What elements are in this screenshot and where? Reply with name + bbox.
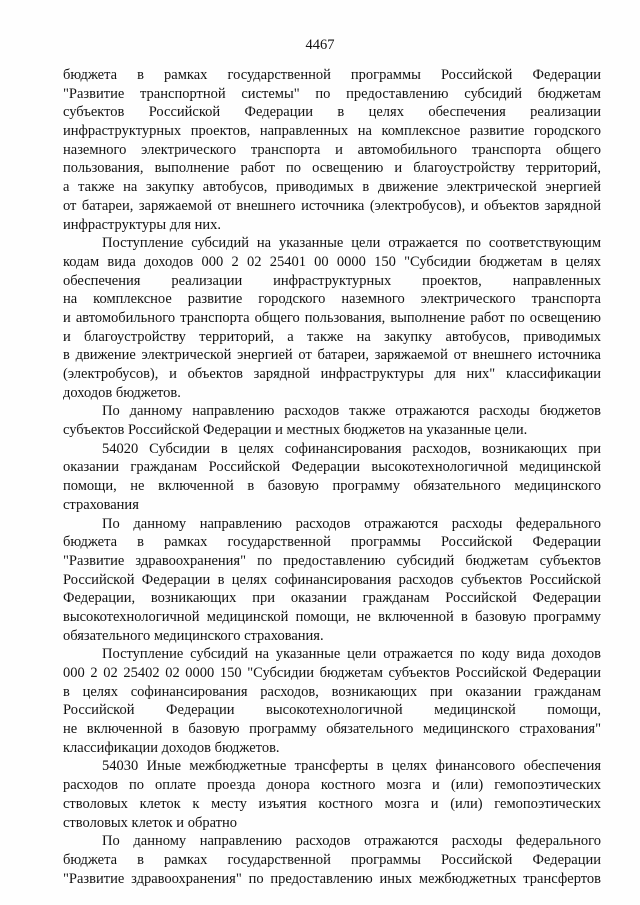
text-line: "Развитие здравоохранения" по предоставлению иных межбюджетных трансфертов <box>63 870 601 887</box>
text-line: бюджета в рамках государственной программы Российской Федерации <box>63 67 601 83</box>
text-line: По данному направлению расходов отражаются расходы федерального <box>102 833 601 850</box>
text-line: обязательного медицинского страхования. <box>63 627 324 644</box>
text-line: и благоустройству территорий, а также на закупку автобусов, приводимых <box>63 328 601 345</box>
text-line: помощи, не включенной в базовую программу обязательного медицинского <box>63 478 601 495</box>
text-line: По данному направлению расходов также отражаются расходы бюджетов <box>102 403 601 420</box>
text-line: не включенной в базовую программу обязательного медицинского страхования" <box>63 721 601 738</box>
text-line: 54030 Иные межбюджетные трансферты в целях финансового обеспечения <box>102 758 601 775</box>
text-line: По данному направлению расходов отражаются расходы федерального <box>102 515 601 532</box>
text-line: (электробусов), и объектов зарядной инфраструктуры для них" классификации <box>63 366 601 382</box>
document-body <box>63 66 601 888</box>
text-line: инфраструктурных проектов, направленных на комплексное развитие городского <box>63 123 601 140</box>
text-line: субъектов Российской Федерации и местных бюджетов на указанные цели. <box>63 422 528 439</box>
text-line: субъектов Российской Федерации в целях обеспечения реализации <box>63 104 601 121</box>
text-line: инфраструктуры для них. <box>63 216 222 233</box>
text-line: 000 2 02 25402 02 0000 150 "Субсидии бюджетам субъектов Российской Федерации <box>63 665 601 681</box>
text-line: Российской Федерации в целях софинансирования расходов субъектов Российской <box>63 571 601 588</box>
text-line: обеспечения реализации инфраструктурных проектов, направленных <box>63 272 601 289</box>
text-line: в целях софинансирования расходов, возникающих при оказании гражданам <box>63 683 601 700</box>
text-line: высокотехнологичной медицинской помощи, не включенной в базовую программу <box>63 608 601 625</box>
text-line: пользования, выполнение работ по освещению и благоустройству территорий, <box>63 160 601 177</box>
text-line: оказании гражданам Российской Федерации высокотехнологичной медицинской <box>63 459 601 476</box>
text-line: 54020 Субсидии в целях софинансирования расходов, возникающих при <box>102 440 601 457</box>
text-line: бюджета в рамках государственной программы Российской Федерации <box>63 534 601 551</box>
text-line: бюджета в рамках государственной программы Российской Федерации <box>63 851 601 868</box>
page-number: 4467 <box>305 37 335 53</box>
text-line: доходов бюджетов. <box>63 384 181 401</box>
text-line: а также на закупку автобусов, приводимых в движение электрической энергией <box>63 179 601 196</box>
text-line: от батареи, заряжаемой от внешнего источника (электробусов), и объектов зарядной <box>63 197 601 214</box>
text-line: на комплексное развитие городского наземного электрического транспорта <box>63 291 601 308</box>
text-line: кодам вида доходов 000 2 02 25401 00 0000 150 "Субсидии бюджетам в целях <box>63 253 601 270</box>
text-line: и автомобильного транспорта общего пользования, выполнение работ по освещению <box>63 309 601 326</box>
text-line: "Развитие здравоохранения" по предоставлению субсидий бюджетам субъектов <box>63 552 601 569</box>
text-line: стволовых клеток и обратно <box>63 814 237 831</box>
text-line: Поступление субсидий на указанные цели отражается по коду вида доходов <box>102 646 601 663</box>
text-line: наземного электрического транспорта и автомобильного транспорта общего <box>63 141 601 158</box>
text-line: в движение электрической энергией от батареи, заряжаемой от внешнего источника <box>63 347 601 364</box>
text-line: расходов по оплате проезда донора костного мозга и (или) гемопоэтических <box>63 777 601 794</box>
text-line: классификации доходов бюджетов. <box>63 739 280 756</box>
text-line: Поступление субсидий на указанные цели отражается по соответствующим <box>102 235 601 252</box>
text-line: стволовых клеток к месту изъятия костного мозга и (или) гемопоэтических <box>63 795 601 812</box>
text-line: Федерации, возникающих при оказании гражданам Российской Федерации <box>63 590 601 607</box>
text-line: "Развитие транспортной системы" по предоставлению субсидий бюджетам <box>63 85 601 102</box>
text-line: страхования <box>63 496 139 513</box>
text-line: Российской Федерации высокотехнологичной медицинской помощи, <box>63 702 601 719</box>
